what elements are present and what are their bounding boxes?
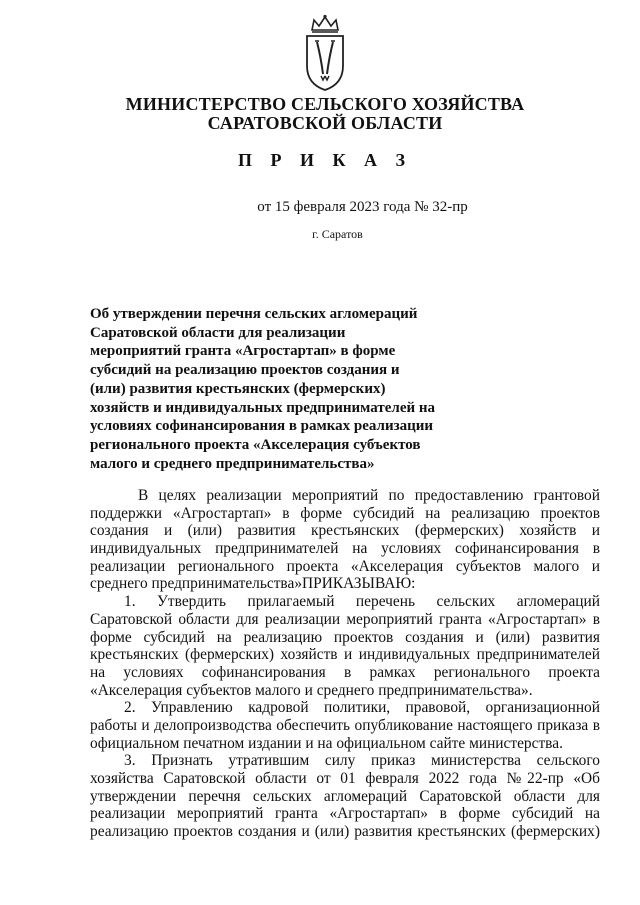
preamble-line: индивидуальных предпринимателей на условиях софинансирования в [90, 540, 600, 558]
item-3-line: 3. Признать утратившим силу приказ министерства сельского [124, 752, 600, 770]
subject-line: Об утверждении перечня сельских агломераций [90, 306, 418, 322]
subject-line: мероприятий гранта «Агростартап» в форме [90, 343, 396, 360]
preamble-line: реализации регионального проекта «Акселерация субъектов малого и [90, 557, 600, 575]
order-body [90, 487, 600, 841]
item-1-line: форме субсидий на реализацию проектов создания и (или) развития [90, 628, 600, 646]
document-date-number: от 15 февраля 2023 года № 32-пр [257, 199, 468, 215]
item-3-line: хозяйства Саратовской области от 01 февраля 2022 года №22-пр «Об [90, 770, 600, 787]
subject-line: малого и среднего предпринимательства» [90, 455, 375, 472]
item-2-line: официальном печатном издании и на официальном сайте министерства. [90, 734, 563, 752]
subject-line: условиях софинансирования в рамках реализации [90, 418, 434, 435]
item-1-line: Саратовской области для реализации мероприятий гранта «Агростартап» в [90, 610, 600, 628]
document-type-heading: П Р И К А З [237, 150, 413, 170]
order-subject [90, 305, 450, 473]
item-3-line: реализацию проектов создания и (или) развития крестьянских (фермерских) [90, 823, 600, 841]
saratov-coat-of-arms-icon [302, 14, 348, 92]
ministry-title-line-1: МИНИСТЕРСТВО СЕЛЬСКОГО ХОЗЯЙСТВА [125, 94, 525, 114]
item-1-line: «Акселерация субъектов малого и среднего предпринимательства». [90, 681, 533, 699]
subject-line: Саратовской области для реализации [90, 324, 346, 341]
item-3-line: реализации мероприятий гранта «Агростартап» в форме субсидий на [90, 805, 600, 823]
subject-line: регионального проекта «Акселерация субъектов [90, 436, 421, 453]
item-2-line: 2. Управлению кадровой политики, правовой, организационной [124, 699, 600, 717]
item-1-line: на условиях софинансирования в рамках регионального проекта [90, 663, 600, 681]
item-2-line: работы и делопроизводства обеспечить опубликование настоящего приказа в [90, 716, 600, 734]
preamble-line: В целях реализации мероприятий по предоставлению грантовой [138, 487, 600, 504]
document-city: г. Саратов [312, 227, 363, 241]
preamble-line: среднего предпринимательства»ПРИКАЗЫВАЮ: [90, 575, 416, 593]
subject-line: (или) развития крестьянских (фермерских) [90, 380, 386, 397]
preamble-line: создания и (или) развития крестьянских (фермерских) хозяйств и [90, 522, 600, 540]
item-3-line: утверждении перечня сельских агломераций Саратовской области для [90, 787, 600, 805]
item-1-line: 1. Утвердить прилагаемый перечень сельских агломераций [124, 593, 600, 611]
item-1-line: крестьянских (фермерских) хозяйств и индивидуальных предпринимателей [90, 646, 600, 664]
subject-line: хозяйств и индивидуальных предпринимателей на [90, 399, 436, 416]
ministry-title-line-2: САРАТОВСКОЙ ОБЛАСТИ [207, 113, 443, 133]
subject-line: субсидий на реализацию проектов создания и [90, 362, 400, 379]
preamble-line: поддержки «Агростартап» в форме субсидий на реализацию проектов [90, 504, 600, 522]
